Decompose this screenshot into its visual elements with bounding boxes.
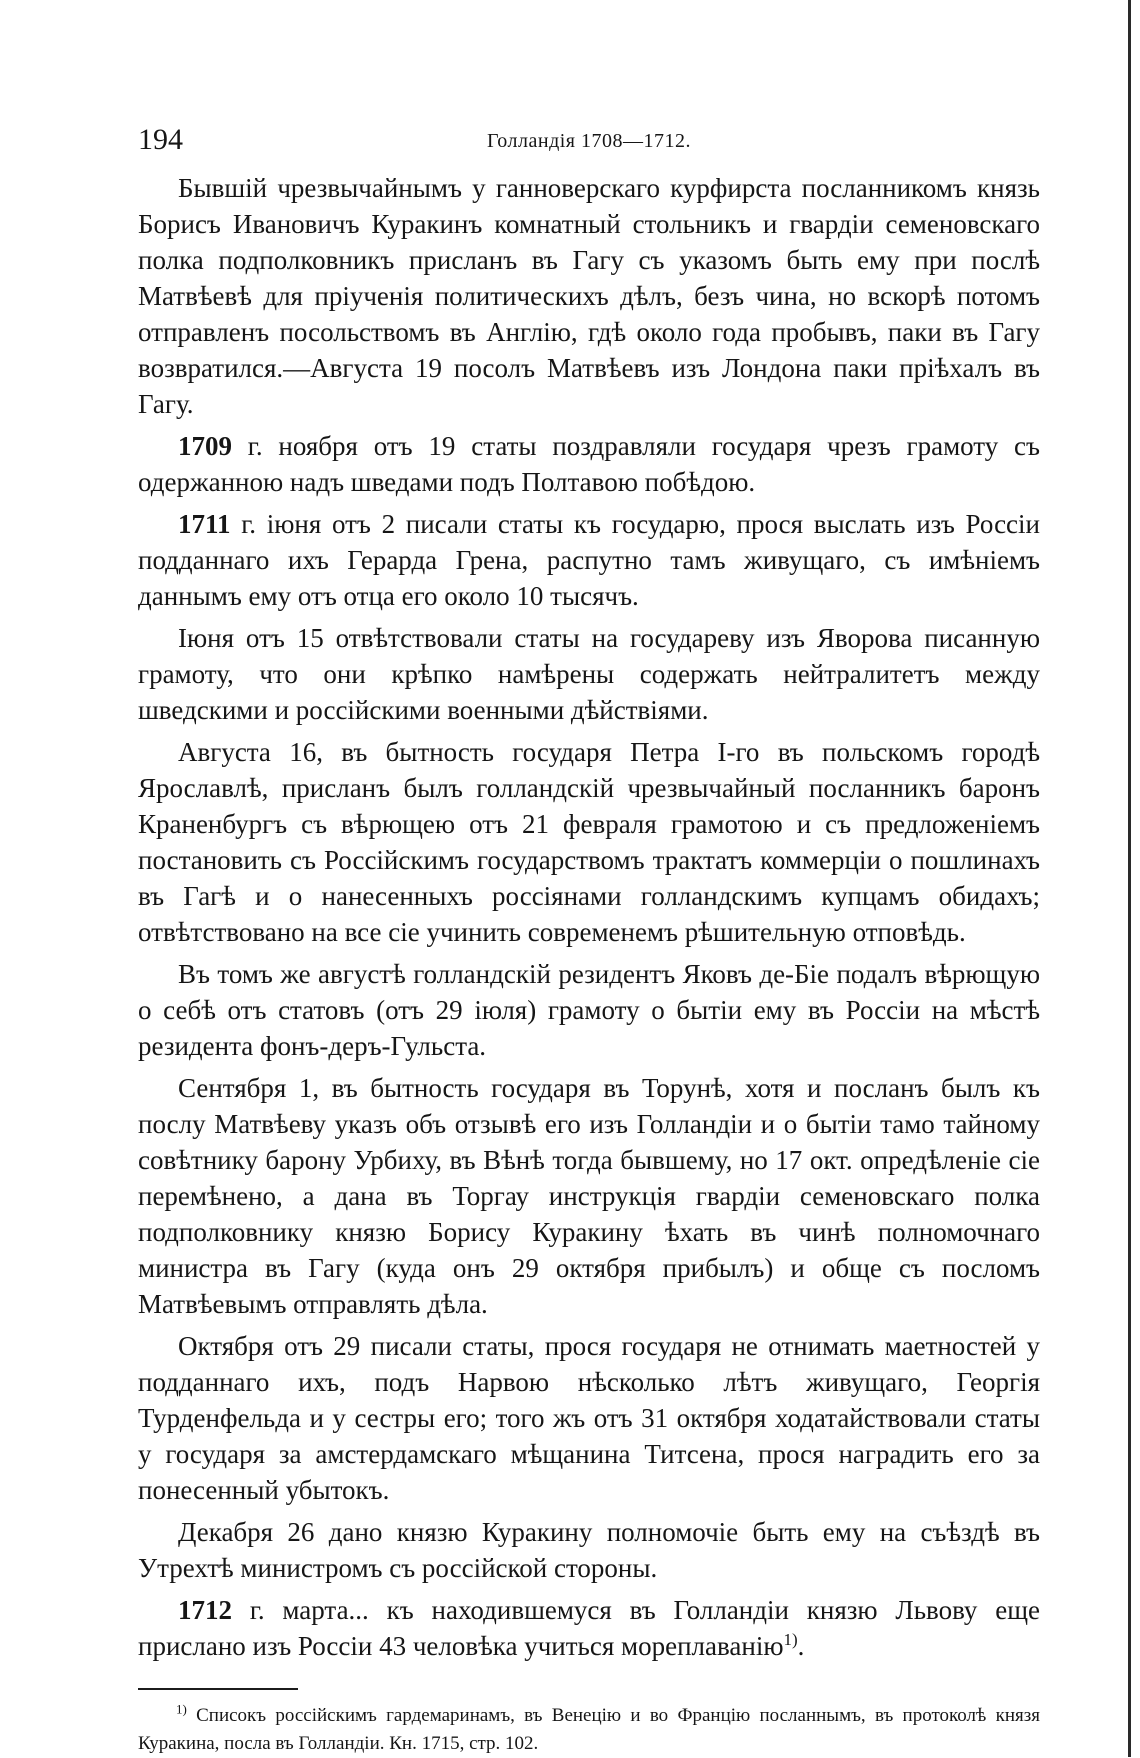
- year-label: 1712: [178, 1595, 232, 1625]
- page-header: [138, 120, 1040, 160]
- paragraph-june-15: [138, 620, 1040, 728]
- paragraph-de-bie: [138, 956, 1040, 1064]
- paragraph-october-29: [138, 1328, 1040, 1508]
- running-title: Голландія 1708—1712.: [486, 130, 691, 152]
- footnote-text: Списокъ россійскимъ гардемаринамъ, въ Венецію и во Францію посланнымъ, въ протоколѣ князя Куракина, посла въ Голландіи. Кн. 1715, стр. 102.: [138, 1705, 1040, 1754]
- footnote: [138, 1702, 1040, 1758]
- paragraph-september-1: [138, 1070, 1040, 1322]
- footnote-marker: 1): [176, 1701, 187, 1717]
- main-text: [138, 170, 1040, 1670]
- scan-edge-line: [1128, 0, 1131, 1757]
- paragraph-text: Августа 16, въ бытность государя Петра І-го въ польскомъ городѣ Ярославлѣ, присланъ былъ голландскій чрезвычайный посланникъ баронъ Краненбургъ съ вѣрющею отъ 21 февраля грамотою и съ предложеніемъ постановить съ Россійскимъ государствомъ трактатъ коммерціи о пошлинахъ въ Гагѣ и о нанесенныхъ россіянами голландскимъ купцамъ обидахъ; отвѣтствовано на все сіе учинить современемъ рѣшительную отповѣдь.: [138, 737, 1040, 947]
- paragraph-text: Бывшій чрезвычайнымъ у ганноверскаго курфирста посланникомъ князь Борисъ Ивановичъ Куракинъ комнатный стольникъ и гвардіи семеновскаго полка подполковникъ присланъ въ Гагу съ указомъ быть ему при послѣ Матвѣевѣ для пріученія политическихъ дѣлъ, безъ чина, но вскорѣ потомъ отправленъ посольствомъ въ Англію, гдѣ около года пробывъ, паки въ Гагу возвратился.—Августа 19 посолъ Матвѣевъ изъ Лондона паки пріѣхалъ въ Гагу.: [138, 173, 1040, 419]
- footnote-reference[interactable]: 1): [783, 1630, 798, 1649]
- year-label: 1711: [178, 509, 231, 539]
- paragraph-text: Сентября 1, въ бытность государя въ Торунѣ, хотя и посланъ былъ къ послу Матвѣеву указъ объ отзывѣ его изъ Голландіи и о бытіи тамо тайному совѣтнику барону Урбиху, въ Вѣнѣ тогда бывшему, но 17 окт. опредѣленіе сіе перемѣнено, а дана въ Торгау инструкція гвардіи семеновскаго полка подполковнику князю Борису Куракину ѣхать въ чинѣ полномочнаго министра въ Гагу (куда онъ 29 октября прибылъ) и обще съ посломъ Матвѣевымъ отправлять дѣла.: [138, 1073, 1040, 1319]
- paragraph-text: Декабря 26 дано князю Куракину полномочіе быть ему на съѣздѣ въ Утрехтѣ министромъ съ россійской стороны.: [138, 1517, 1040, 1583]
- paragraph-text: Въ томъ же августѣ голландскій резидентъ Яковъ де-Біе подалъ вѣрющую о себѣ отъ статовъ (отъ 29 іюля) грамоту о бытіи ему въ Россіи на мѣстѣ резидента фонъ-деръ-Гульста.: [138, 959, 1040, 1061]
- year-label: 1709: [178, 431, 232, 461]
- footnote-divider: [138, 1688, 298, 1690]
- paragraph-text: Іюня отъ 15 отвѣтствовали статы на государеву изъ Яворова писанную грамоту, что они крѣпко намѣрены содержать нейтралитетъ между шведскими и россійскими военными дѣйствіями.: [138, 623, 1040, 725]
- paragraph-december-26: [138, 1514, 1040, 1586]
- paragraph-august-16: [138, 734, 1040, 950]
- page-number: 194: [138, 123, 183, 156]
- paragraph-1709: [138, 428, 1040, 500]
- paragraph-text: г. іюня отъ 2 писали статы къ государю, прося выслать изъ Россіи подданнаго ихъ Герарда Грена, распутно тамъ живущаго, съ имѣніемъ даннымъ ему отъ отца его около 10 тысячъ.: [138, 509, 1040, 611]
- paragraph-kurakin-appointment: [138, 170, 1040, 422]
- paragraph-1711: [138, 506, 1040, 614]
- paragraph-text: г. ноября отъ 19 статы поздравляли государя чрезъ грамоту съ одержанною надъ шведами подъ Полтавою побѣдою.: [138, 431, 1040, 497]
- paragraph-1712: 1712 г. марта... къ находившемуся въ Голландіи князю Львову еще прислано изъ Россіи 43 человѣка учиться мореплаванію$^{1)}$.: [138, 1595, 1040, 1661]
- paragraph-text: Октября отъ 29 писали статы, прося государя не отнимать маетностей у подданнаго ихъ, подъ Нарвою нѣсколько лѣтъ живущаго, Георгія Турденфельда и у сестры его; того жъ отъ 31 октября ходатайствовали статы у государя за амстердамскаго мѣщанина Титсена, прося наградить его за понесенный убытокъ.: [138, 1331, 1040, 1505]
- paragraph-text: г. марта... къ находившемуся въ Голландіи князю Львову еще прислано изъ Россіи 43 человѣка учиться мореплаванію: [138, 1595, 1040, 1661]
